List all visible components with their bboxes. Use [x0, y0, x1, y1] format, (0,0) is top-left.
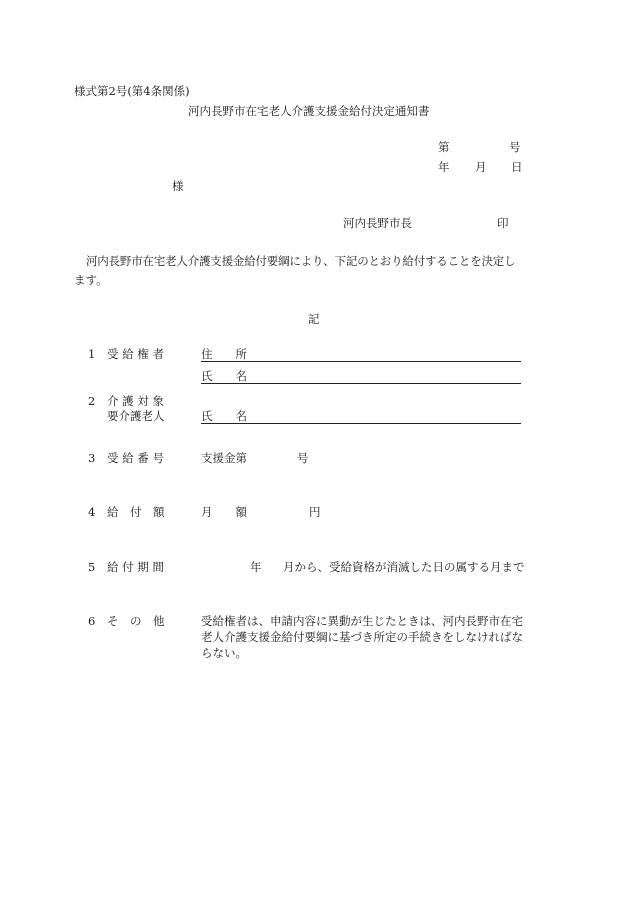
item3-suffix: 号: [297, 451, 309, 465]
body-text-line1: 河内長野市在宅老人介護支援金給付要綱により、下記のとおり給付することを決定し: [86, 254, 516, 268]
date-day: 日: [511, 160, 523, 174]
issuer-name: 河内長野市長: [343, 216, 412, 230]
doc-number-prefix: 第: [438, 140, 450, 154]
item3-prefix: 支援金第: [201, 451, 247, 465]
item4-prefix: 月 額: [201, 505, 247, 519]
item2-number: 2: [88, 394, 96, 408]
body-text-line2: ます。: [74, 273, 108, 287]
item2-name-label: 氏 名: [201, 409, 247, 423]
doc-number-suffix: 号: [509, 140, 521, 154]
item6-text-line2: 老人介護支援金給付要綱に基づき所定の手続きをしなければな: [201, 630, 523, 644]
item3-number: 3: [88, 451, 96, 465]
item4-number: 4: [88, 505, 96, 519]
item1-number: 1: [88, 347, 96, 361]
item1-name-label: 氏 名: [201, 369, 247, 383]
item5-label: 給 付 期 間: [107, 560, 164, 574]
document-title: 河内長野市在宅老人介護支援金給付決定通知書: [188, 104, 430, 118]
issuer-seal: 印: [497, 216, 509, 230]
item1-name-underline: [201, 383, 521, 384]
item2-label-line2: 要介護老人: [107, 409, 165, 423]
item4-label: 給 付 額: [107, 505, 165, 519]
item5-text: 月から、受給資格が消滅した日の属する月まで: [283, 560, 525, 574]
item2-label-line1: 介 護 対 象: [107, 394, 164, 408]
ki-heading: 記: [308, 312, 320, 326]
item6-label: そ の 他: [107, 614, 165, 628]
item4-suffix: 円: [309, 505, 321, 519]
item2-name-underline: [201, 423, 521, 424]
date-month: 月: [475, 160, 487, 174]
item3-label: 受 給 番 号: [107, 451, 164, 465]
item6-text-line1: 受給権者は、申請内容に異動が生じたときは、河内長野市在宅: [201, 614, 523, 628]
item5-number: 5: [88, 560, 96, 574]
item6-text-line3: らない。: [201, 646, 247, 660]
date-year: 年: [438, 160, 450, 174]
item1-address-underline: [201, 361, 521, 362]
item1-address-label: 住 所: [201, 347, 247, 361]
addressee-suffix: 様: [172, 179, 184, 193]
item6-number: 6: [88, 614, 96, 628]
form-number: 様式第2号(第4条関係): [74, 84, 190, 98]
item5-year: 年: [250, 560, 262, 574]
item1-label: 受 給 権 者: [107, 347, 164, 361]
